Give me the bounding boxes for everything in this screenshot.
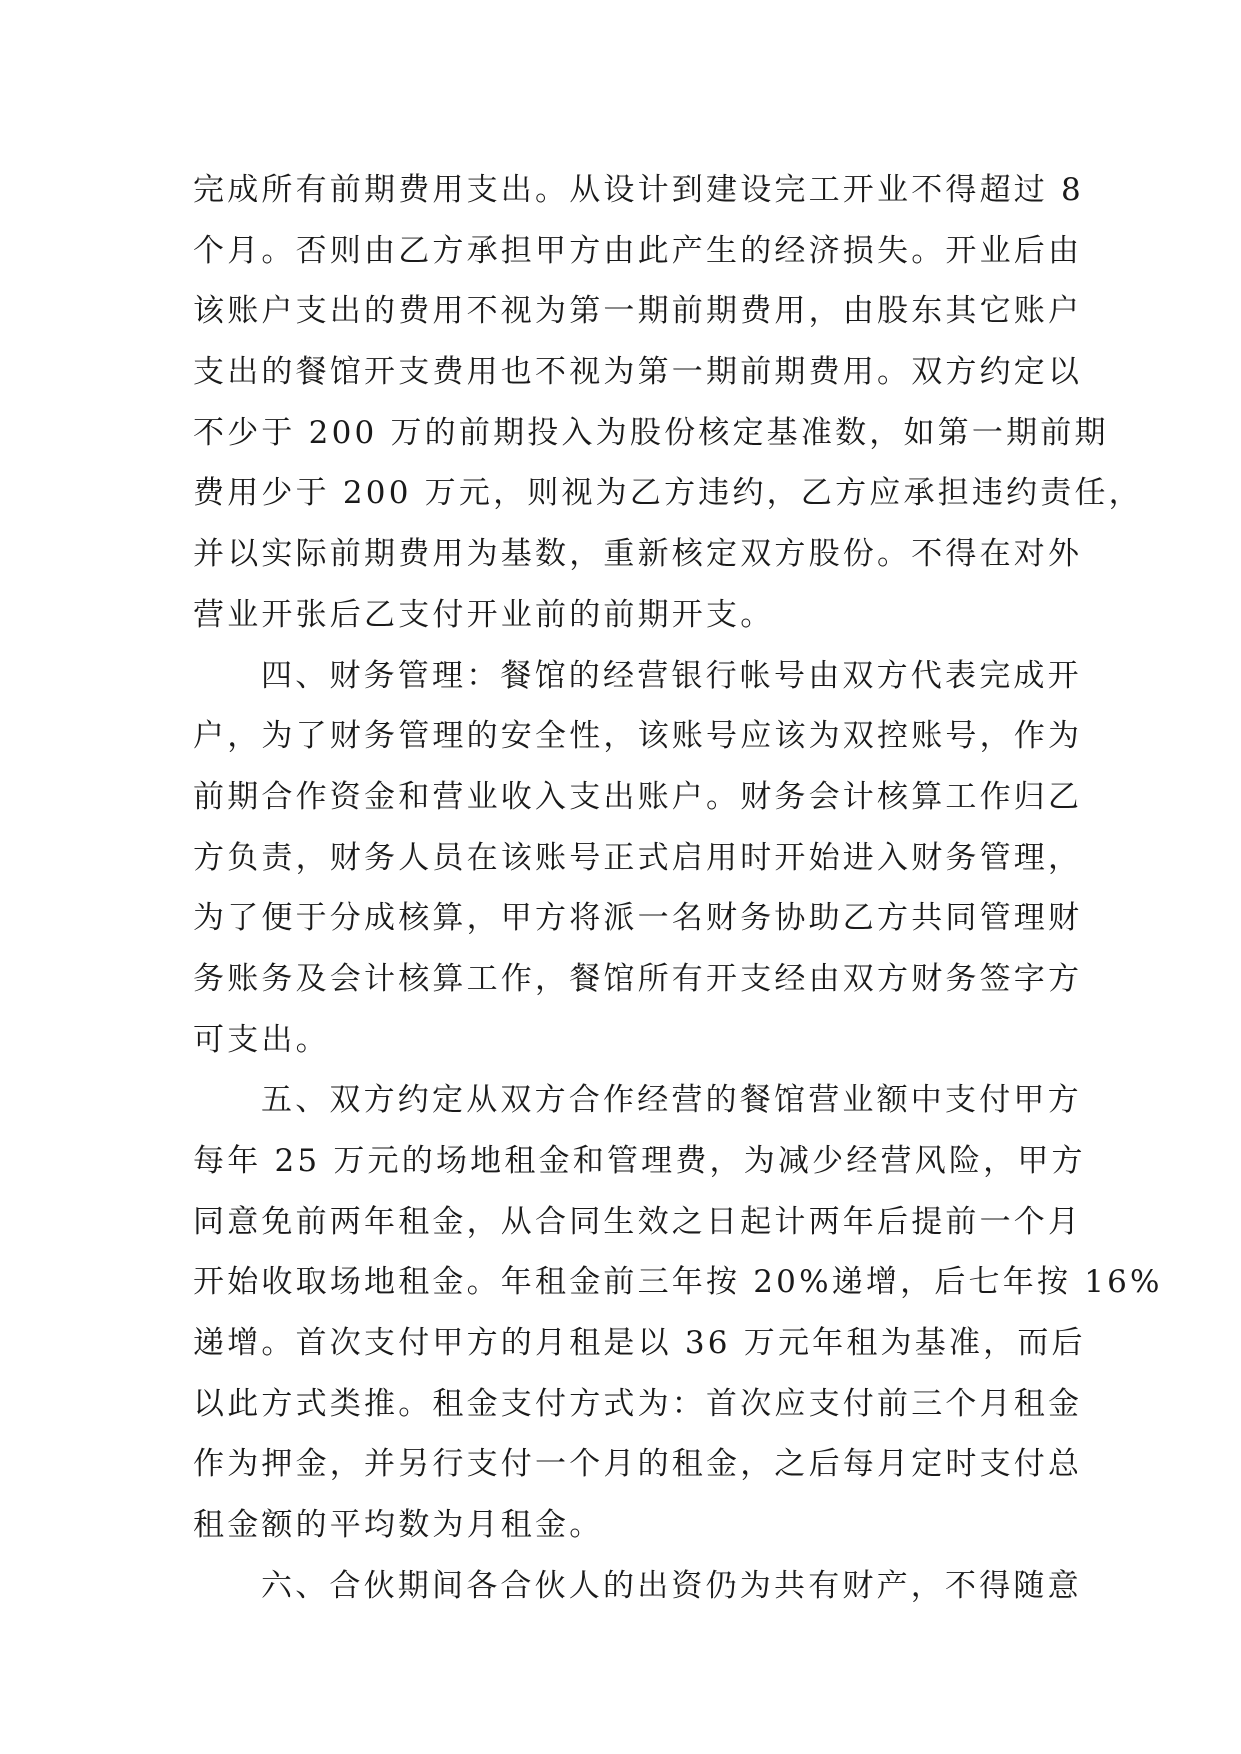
text-line: 并以实际前期费用为基数，重新核定双方股份。不得在对外 xyxy=(193,536,1083,573)
text-line: 可支出。 xyxy=(193,1021,330,1058)
text-line: 每年 25 万元的场地租金和管理费，为减少经营风险，甲方 xyxy=(193,1143,1086,1179)
text-line: 以此方式类推。租金支付方式为：首次应支付前三个月租金 xyxy=(193,1385,1083,1422)
paragraph-start-line: 六、合伙期间各合伙人的出资仍为共有财产，不得随意 xyxy=(261,1567,1082,1604)
text-line: 个月。否则由乙方承担甲方由此产生的经济损失。开业后由 xyxy=(193,232,1083,269)
text-line: 支出的餐馆开支费用也不视为第一期前期费用。双方约定以 xyxy=(193,354,1083,391)
text-line: 方负责，财务人员在该账号正式启用时开始进入财务管理， xyxy=(193,839,1083,876)
text-line: 务账务及会计核算工作，餐馆所有开支经由双方财务签字方 xyxy=(193,960,1083,997)
text-line: 完成所有前期费用支出。从设计到建设完工开业不得超过 8 xyxy=(193,172,1084,208)
text-line: 同意免前两年租金，从合同生效之日起计两年后提前一个月 xyxy=(193,1203,1083,1240)
paragraph-start-line: 五、双方约定从双方合作经营的餐馆营业额中支付甲方 xyxy=(261,1082,1082,1119)
text-line: 该账户支出的费用不视为第一期前期费用，由股东其它账户 xyxy=(193,293,1083,330)
text-line: 开始收取场地租金。年租金前三年按 20%递增，后七年按 16% xyxy=(193,1264,1163,1301)
text-line: 递增。首次支付甲方的月租是以 36 万元年租为基准，而后 xyxy=(193,1325,1086,1362)
paragraph-start-line: 四、财务管理：餐馆的经营银行帐号由双方代表完成开 xyxy=(261,657,1082,694)
text-line: 不少于 200 万的前期投入为股份核定基准数，如第一期前期 xyxy=(193,414,1109,451)
text-line: 户，为了财务管理的安全性，该账号应该为双控账号，作为 xyxy=(193,718,1083,755)
text-line: 营业开张后乙支付开业前的前期开支。 xyxy=(193,596,775,633)
text-line: 租金额的平均数为月租金。 xyxy=(193,1507,604,1544)
text-line: 为了便于分成核算，甲方将派一名财务协助乙方共同管理财 xyxy=(193,900,1083,937)
text-line: 前期合作资金和营业收入支出账户。财务会计核算工作归乙 xyxy=(193,778,1083,815)
document-body xyxy=(193,160,1163,1617)
text-line: 费用少于 200 万元，则视为乙方违约，乙方应承担违约责任， xyxy=(193,475,1143,512)
text-line: 作为押金，并另行支付一个月的租金，之后每月定时支付总 xyxy=(193,1446,1083,1483)
